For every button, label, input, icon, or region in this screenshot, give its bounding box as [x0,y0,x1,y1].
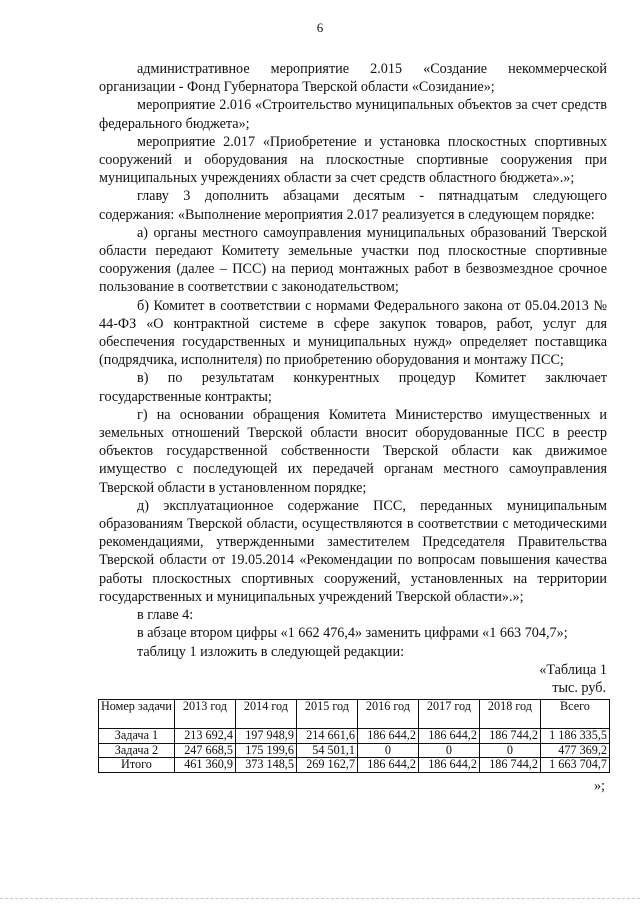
scan-edge-divider [0,898,640,899]
table-cell: 186 644,2 [357,758,418,773]
table-cell: 247 668,5 [174,743,235,758]
paragraph-chapter-4: в главе 4: [137,607,194,624]
table-cell: 186 644,2 [418,729,479,744]
table-cell: 175 199,6 [235,743,296,758]
table-caption: «Таблица 1 [539,661,607,678]
table-row-total [99,758,610,773]
table-cell: 186 644,2 [418,758,479,773]
header-task-number: Номер задачи [99,700,175,729]
table-row [99,729,610,744]
paragraph-measure-2-015: административное мероприятие 2.015 «Создание некоммерческой организации - Фонд Губернатора Тверской области «Созидание»; [99,61,607,96]
table-cell: 0 [357,743,418,758]
header-year-2015: 2015 год [296,700,357,729]
table-cell: 186 644,2 [357,729,418,744]
paragraph-item-g: г) на основании обращения Комитета Министерство имущественных и земельных отношений Тверской области вносит оборудованные ПСС в реестр объектов государственной собственности Тверской области как движимое имущество с последующей их передачей органам местного самоуправления Тверской области в установленном порядке; [99,406,607,496]
paragraph-item-a: а) органы местного самоуправления муниципальных образований Тверской области передают Комитету земельные участки под плоскостные спортивные сооружения (далее – ПСС) на период монтажных работ в безвозмездное срочное пользование в соответствии с законодательством; [99,224,607,296]
table-cell: 54 501,1 [296,743,357,758]
paragraph-item-v: в) по результатам конкурентных процедур Комитет заключает государственные контракты; [99,370,607,405]
header-year-2014: 2014 год [235,700,296,729]
header-year-2016: 2016 год [357,700,418,729]
paragraph-chapter-3-amendment: главу 3 дополнить абзацами десятым - пятнадцатым следующего содержания: «Выполнение мероприятия 2.017 реализуется в следующем порядке: [99,188,607,223]
row-label: Задача 1 [99,729,175,744]
table-cell: 214 661,6 [296,729,357,744]
table-cell: 0 [418,743,479,758]
table-cell: 197 948,9 [235,729,296,744]
table-cell: 269 162,7 [296,758,357,773]
table-units: тыс. руб. [552,679,606,696]
document-body [99,60,607,795]
paragraph-table-intro: таблицу 1 изложить в следующей редакции: [137,643,405,660]
table-cell: 186 744,2 [479,758,540,773]
row-label: Итого [99,758,175,773]
paragraph-measure-2-017: мероприятие 2.017 «Приобретение и установка плоскостных спортивных сооружений и оборудования на плоскостные спортивные сооружения при муниципальных учреждениях области за счет средств областного бюджета».»; [99,133,607,187]
header-year-2013: 2013 год [174,700,235,729]
header-year-2018: 2018 год [479,700,540,729]
table-row [99,743,610,758]
header-total: Всего [540,700,609,729]
paragraph-item-b: б) Комитет в соответствии с нормами Федерального закона от 05.04.2013 № 44-ФЗ «О контрактной системе в сфере закупок товаров, работ, услуг для обеспечения государственных и муниципальных нужд» определяет поставщика (подрядчика, исполнителя) по приобретению оборудования и монтажу ПСС; [99,297,607,369]
table-cell: 373 148,5 [235,758,296,773]
table-cell: 186 744,2 [479,729,540,744]
table-cell: 461 360,9 [174,758,235,773]
header-year-2017: 2017 год [418,700,479,729]
paragraph-figures-replacement: в абзаце втором цифры «1 662 476,4» заменить цифрами «1 663 704,7»; [137,625,568,642]
table-cell-total: 1 663 704,7 [540,758,609,773]
page-number: 6 [316,20,324,35]
row-label: Задача 2 [99,743,175,758]
table-cell-total: 477 369,2 [540,743,609,758]
table-cell: 0 [479,743,540,758]
closing-quote: »; [593,777,605,794]
table-cell: 213 692,4 [174,729,235,744]
paragraph-item-d: д) эксплуатационное содержание ПСС, переданных муниципальным образованиям Тверской области, осуществляются в соответствии с методическими рекомендациями, утвержденными заместителем Председателя Правительства Тверской области от 19.05.2014 «Рекомендации по вопросам повышения качества работы плоскостных спортивных сооружений, установленных на территории государственных и муниципальных учреждений Тверской области».»; [99,497,607,605]
table-cell-total: 1 186 335,5 [540,729,609,744]
table-header-row [99,700,610,729]
budget-table [98,699,610,773]
paragraph-measure-2-016: мероприятие 2.016 «Строительство муниципальных объектов за счет средств федерального бюджета»; [99,97,607,132]
